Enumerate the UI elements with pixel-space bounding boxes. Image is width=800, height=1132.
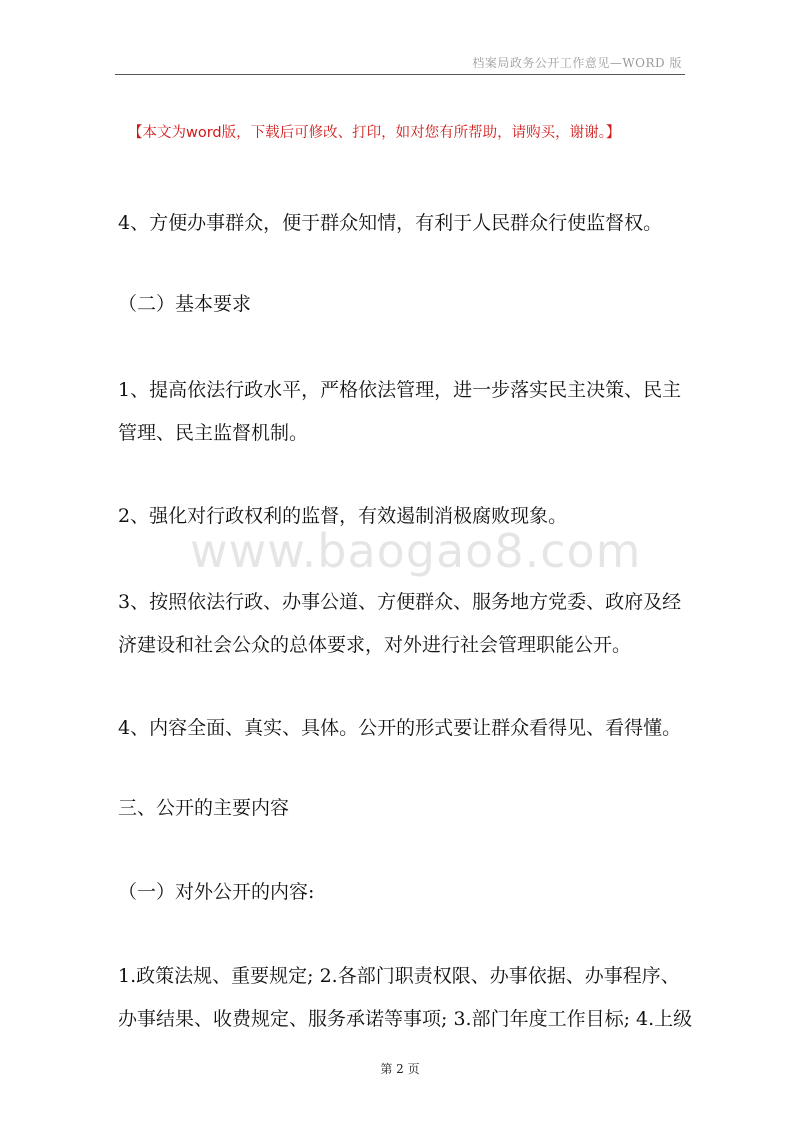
paragraph-6 (118, 955, 693, 1041)
paragraph-5 (118, 707, 688, 750)
watermark: www.baogao8.com (190, 524, 642, 578)
text-line: （一）对外公开的内容: (118, 881, 315, 903)
text-line: 2、强化对行政权利的监督，有效遏制消极腐败现象。 (118, 505, 568, 527)
paragraph-heading-basic-requirements (118, 283, 688, 326)
text-line: 办事结果、收费规定、服务承诺等事项; 3.部门年度工作目标; 4.上级 (118, 1008, 693, 1030)
document-header-title: 档案局政务公开工作意见—WORD 版 (472, 56, 682, 70)
text-line: （二）基本要求 (118, 293, 252, 315)
section-heading-main-content (118, 787, 688, 830)
text-line: 1.政策法规、重要规定; 2.各部门职责权限、办事依据、办事程序、 (118, 965, 680, 987)
text-line: 1、提高依法行政水平，严格依法管理，进一步落实民主决策、民主 (118, 379, 682, 401)
text-line: 三、公开的主要内容 (118, 797, 290, 819)
text-line: 管理、民主监督机制。 (118, 422, 309, 444)
red-notice: 【本文为word版，下载后可修改、打印，如对您有所帮助，请购买，谢谢。】 (128, 125, 621, 141)
page-number: 第 2 页 (380, 1062, 420, 1076)
paragraph-1 (118, 202, 688, 245)
text-line: 济建设和社会公众的总体要求，对外进行社会管理职能公开。 (118, 634, 632, 656)
text-line: 4、方便办事群众，便于群众知情，有利于人民群众行使监督权。 (118, 212, 663, 234)
subsection-heading-external (118, 871, 688, 914)
text-line: 4、内容全面、真实、具体。公开的形式要让群众看得见、看得懂。 (118, 717, 682, 739)
text-line: 3、按照依法行政、办事公道、方便群众、服务地方党委、政府及经 (118, 591, 682, 613)
header-divider (115, 74, 685, 75)
paragraph-4 (118, 581, 688, 667)
paragraph-2 (118, 369, 688, 455)
